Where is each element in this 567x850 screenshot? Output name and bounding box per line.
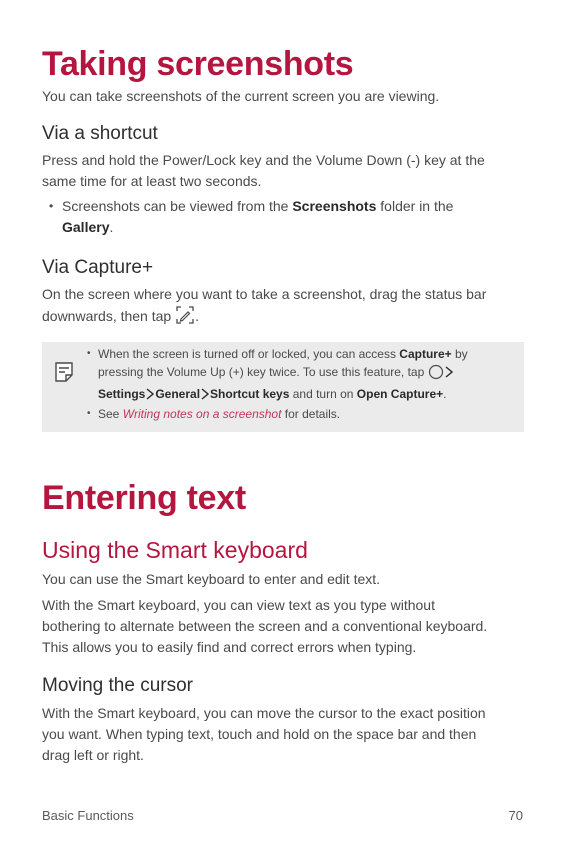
intro-text: You can take screenshots of the current screen you are viewing. xyxy=(42,88,440,104)
chevron-right-icon xyxy=(146,387,154,405)
cursor-line-3: drag left or right. xyxy=(42,747,144,763)
bullet-dot: • xyxy=(49,199,54,213)
bullet-text: Screenshots can be viewed from the xyxy=(62,198,293,214)
page-number: 70 xyxy=(508,808,523,823)
chevron-right-icon xyxy=(445,365,453,383)
note-bullet-2 xyxy=(98,405,508,423)
note-bullet-dot: • xyxy=(87,408,91,419)
general-label: General xyxy=(155,387,201,401)
capture-line-2 xyxy=(42,305,522,331)
smart-keyboard-intro: You can use the Smart keyboard to enter and edit text. xyxy=(42,571,381,587)
bullet-text: . xyxy=(109,219,114,235)
note-text: When the screen is turned off or locked, you can access xyxy=(98,347,400,361)
shortcut-line-2: same time for at least two seconds. xyxy=(42,173,262,189)
page-title: Taking screenshots xyxy=(42,45,354,83)
smart-keyboard-line-1: With the Smart keyboard, you can view text as you type without xyxy=(42,597,435,613)
writing-notes-link[interactable]: Writing notes on a screenshot xyxy=(122,407,282,421)
shortcut-line-1: Press and hold the Power/Lock key and the Volume Down (-) key at the xyxy=(42,152,485,168)
chevron-right-icon xyxy=(201,387,209,405)
capture-plus-label: Capture+ xyxy=(399,347,452,361)
capture-plus-icon xyxy=(175,305,195,331)
note-box xyxy=(42,342,524,432)
capture-text: downwards, then tap xyxy=(42,308,172,324)
cursor-heading: Moving the cursor xyxy=(42,675,194,696)
cursor-line-2: you want. When typing text, touch and hold on the space bar and then xyxy=(42,726,477,742)
smart-keyboard-line-3: This allows you to easily find and correct errors when typing. xyxy=(42,639,417,655)
gallery-label: Gallery xyxy=(62,219,110,235)
note-icon xyxy=(55,362,73,382)
smart-keyboard-heading: Using the Smart keyboard xyxy=(42,537,308,563)
settings-label: Settings xyxy=(98,387,146,401)
note-text: See xyxy=(98,407,123,421)
capture-line-1: On the screen where you want to take a screenshot, drag the status bar xyxy=(42,286,487,302)
home-circle-icon xyxy=(428,364,444,385)
screenshots-folder-label: Screenshots xyxy=(292,198,377,214)
note-text: pressing the Volume Up (+) key twice. To use this feature, tap xyxy=(98,365,425,379)
capture-heading: Via Capture+ xyxy=(42,257,154,278)
open-capture-plus-label: Open Capture+ xyxy=(356,387,444,401)
shortcut-heading: Via a shortcut xyxy=(42,123,158,144)
note-text: by xyxy=(451,347,468,361)
shortcut-keys-label: Shortcut keys xyxy=(210,387,290,401)
capture-text: . xyxy=(195,308,199,324)
note-text: for details. xyxy=(281,407,341,421)
bullet-text: folder in the xyxy=(376,198,454,214)
section-title: Entering text xyxy=(42,479,246,517)
note-text: and turn on xyxy=(289,387,357,401)
shortcut-bullet xyxy=(62,196,522,238)
cursor-line-1: With the Smart keyboard, you can move the cursor to the exact position xyxy=(42,705,486,721)
footer-section-name: Basic Functions xyxy=(42,808,134,823)
smart-keyboard-line-2: bothering to alternate between the screen and a conventional keyboard. xyxy=(42,618,488,634)
note-bullet-1 xyxy=(98,345,508,405)
note-bullet-dot: • xyxy=(87,348,91,359)
note-text: . xyxy=(443,387,447,401)
